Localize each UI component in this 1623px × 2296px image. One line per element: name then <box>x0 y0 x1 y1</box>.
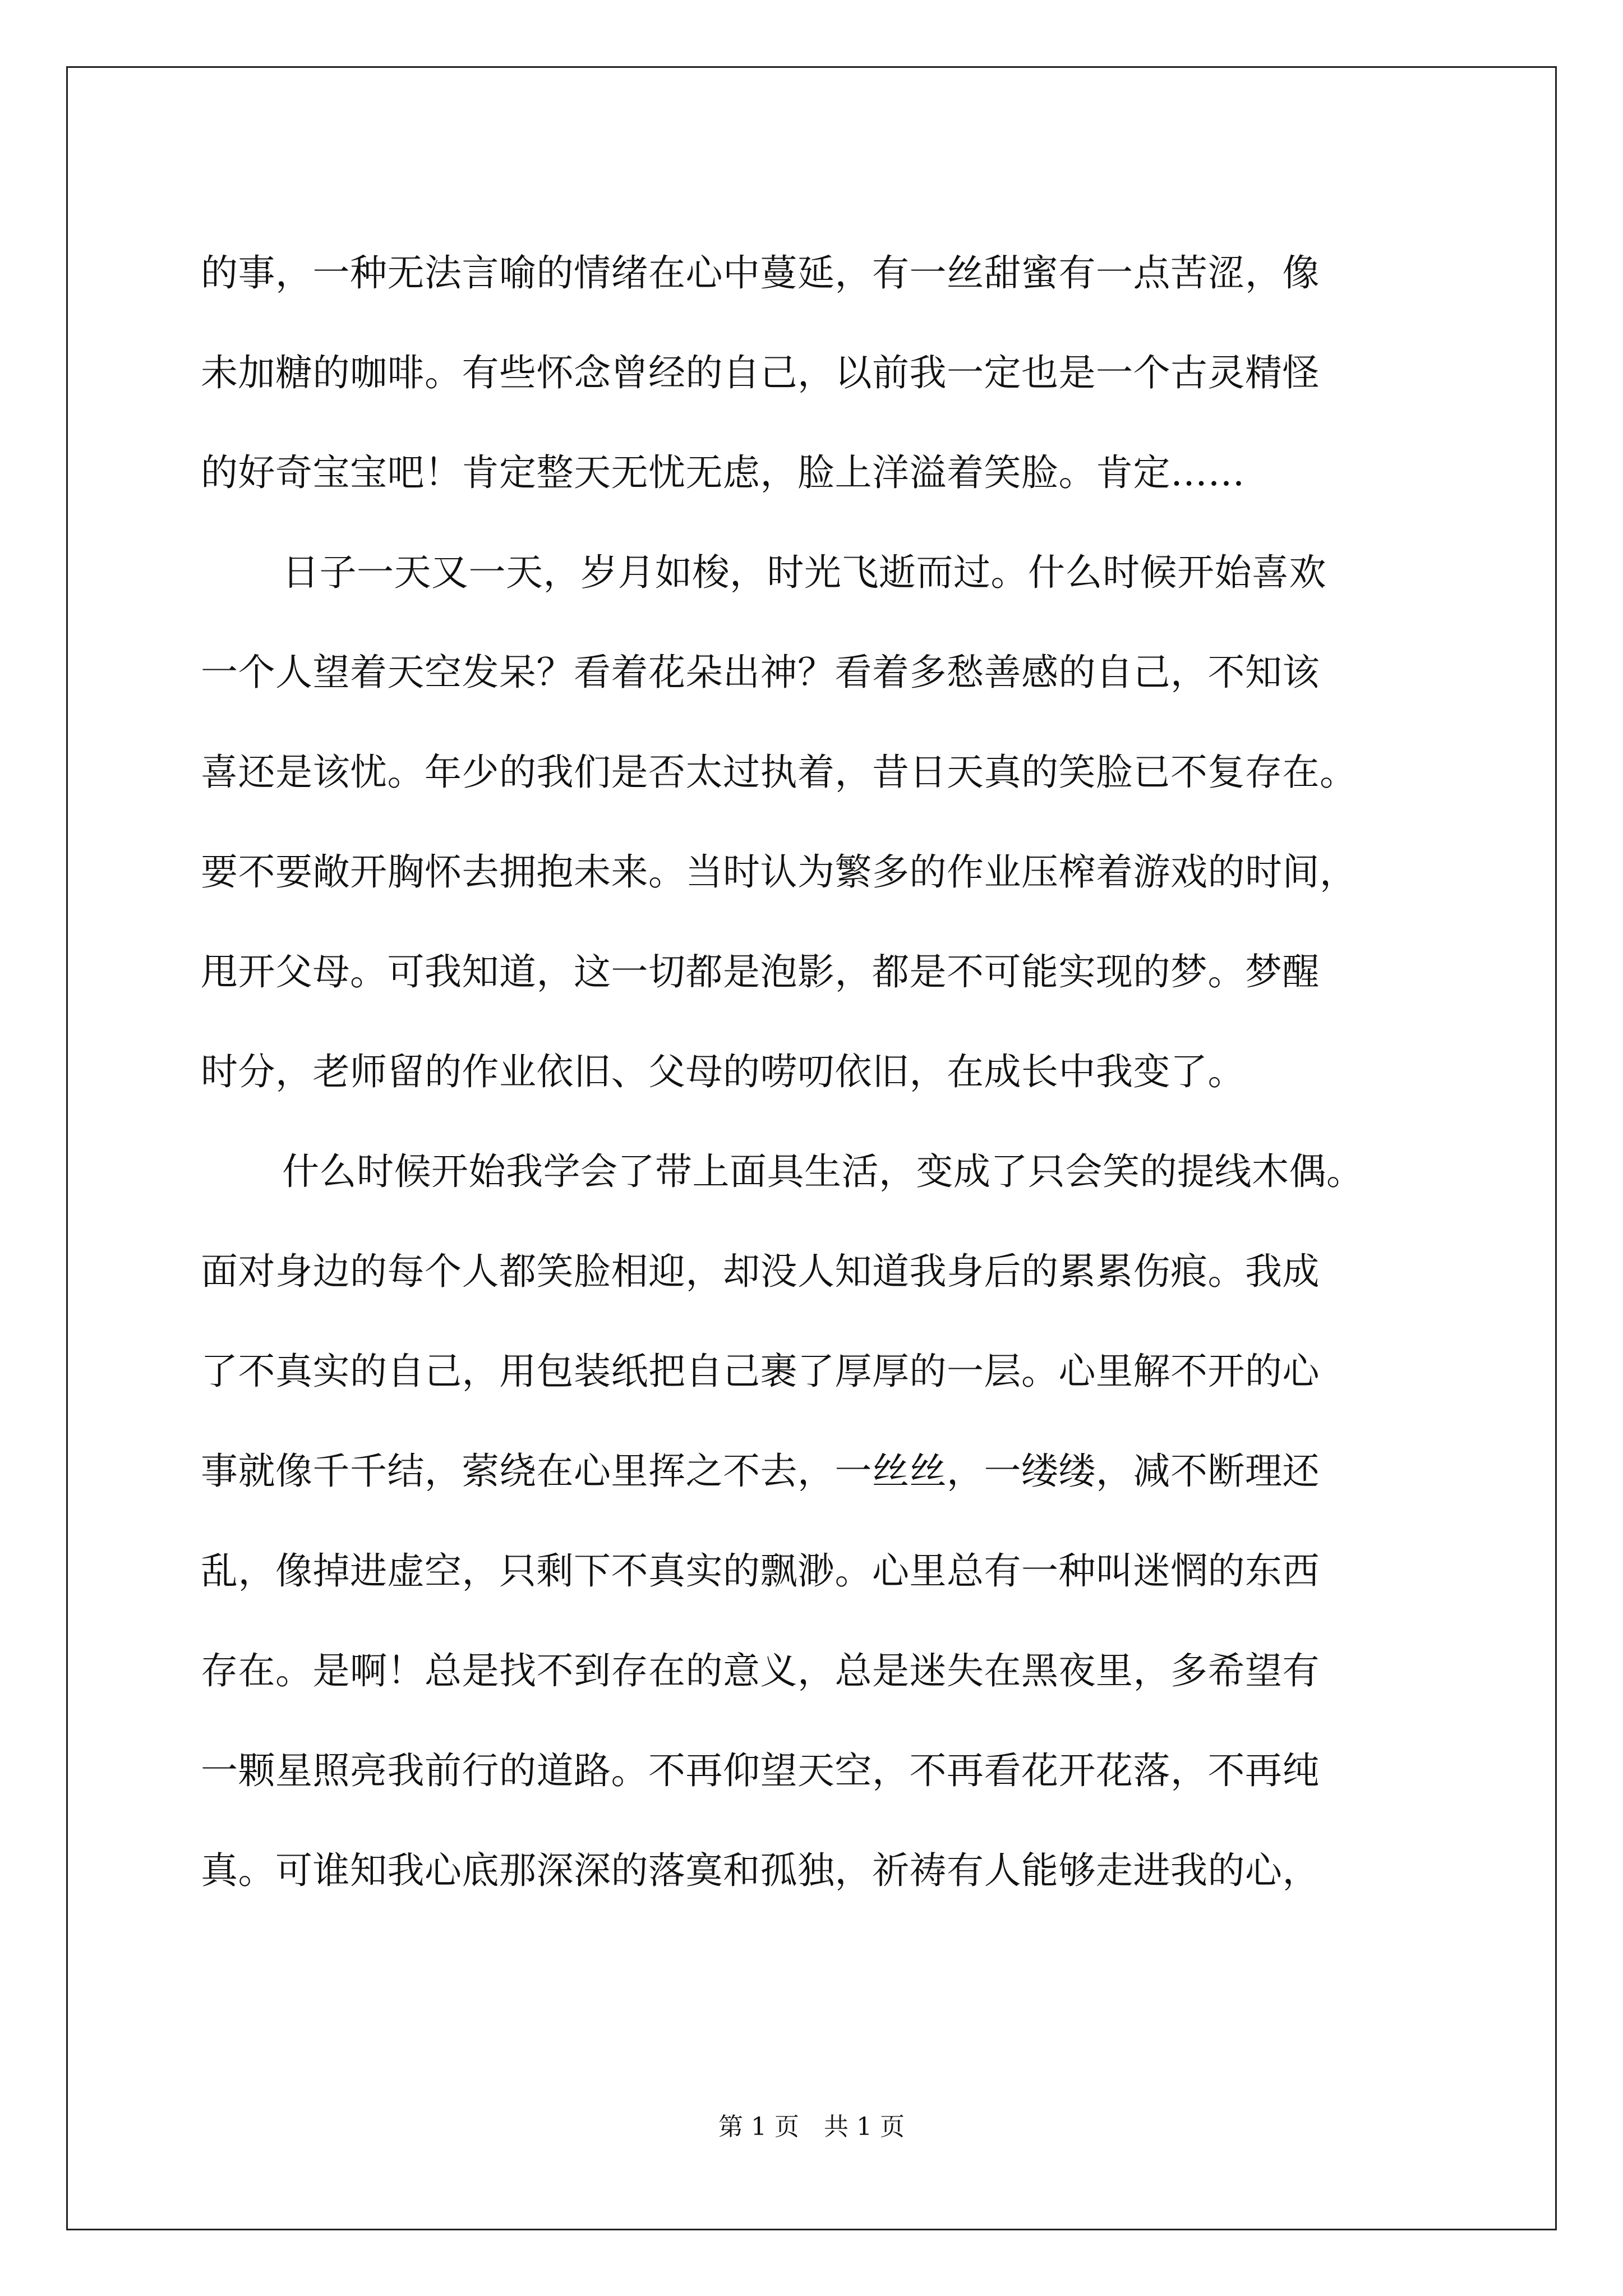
paragraph-start-line: 日子一天又一天，岁月如梭，时光飞逝而过。什么时候开始喜欢 <box>282 551 1326 594</box>
text-line: 面对身边的每个人都笑脸相迎，却没人知道我身后的累累伤痕。我成 <box>201 1250 1320 1293</box>
text-line: 的好奇宝宝吧！肯定整天无忧无虑，脸上洋溢着笑脸。肯定…… <box>201 451 1245 494</box>
paragraph-start-line: 什么时候开始我学会了带上面具生活，变成了只会笑的提线木偶。 <box>282 1150 1364 1193</box>
document-body <box>201 223 1485 1921</box>
text-line: 的事，一种无法言喻的情绪在心中蔓延，有一丝甜蜜有一点苦涩，像 <box>201 251 1320 295</box>
text-line: 未加糖的咖啡。有些怀念曾经的自己，以前我一定也是一个古灵精怪 <box>201 351 1320 394</box>
text-line: 甩开父母。可我知道，这一切都是泡影，都是不可能实现的梦。梦醒 <box>201 950 1320 993</box>
text-line: 了不真实的自己，用包装纸把自己裹了厚厚的一层。心里解不开的心 <box>201 1350 1320 1393</box>
text-line: 存在。是啊！总是找不到存在的意义，总是迷失在黑夜里，多希望有 <box>201 1649 1320 1692</box>
text-line: 事就像千千结，萦绕在心里挥之不去，一丝丝，一缕缕，减不断理还 <box>201 1450 1320 1493</box>
page-number-footer: 第 1 页 共 1 页 <box>718 2113 905 2141</box>
text-line: 时分，老师留的作业依旧、父母的唠叨依旧，在成长中我变了。 <box>201 1050 1245 1093</box>
text-line: 一颗星照亮我前行的道路。不再仰望天空，不再看花开花落，不再纯 <box>201 1749 1320 1792</box>
text-line: 要不要敞开胸怀去拥抱未来。当时认为繁多的作业压榨着游戏的时间， <box>201 850 1357 894</box>
text-line: 一个人望着天空发呆？看着花朵出神？看着多愁善感的自己，不知该 <box>201 651 1320 694</box>
text-line: 乱，像掉进虚空，只剩下不真实的飘渺。心里总有一种叫迷惘的东西 <box>201 1549 1320 1593</box>
text-line: 真。可谁知我心底那深深的落寞和孤独，祈祷有人能够走进我的心， <box>201 1849 1320 1892</box>
text-line: 喜还是该忧。年少的我们是否太过执着，昔日天真的笑脸已不复存在。 <box>201 751 1357 794</box>
